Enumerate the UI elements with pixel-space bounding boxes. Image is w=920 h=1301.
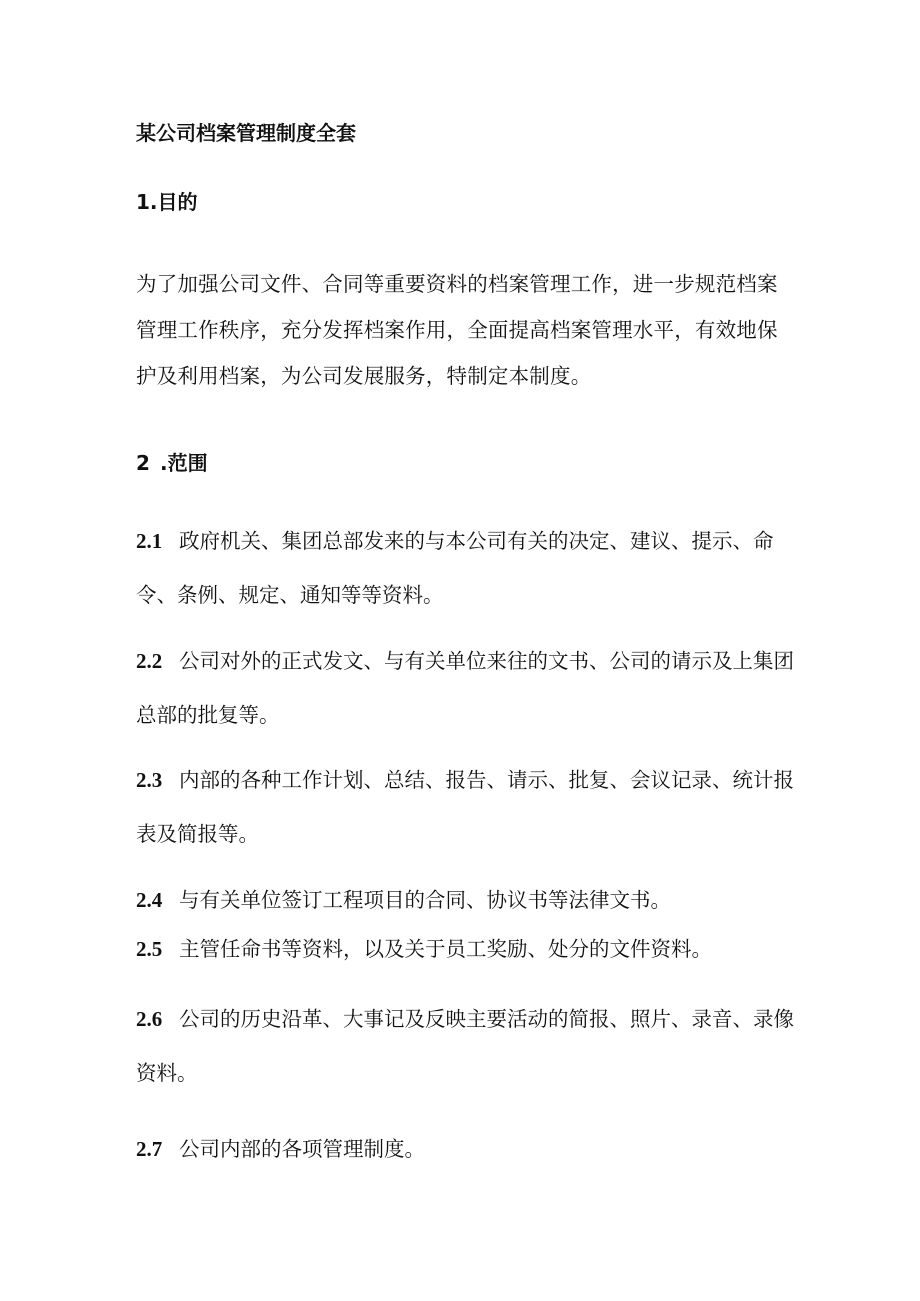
scope-item-text: 与有关单位签订工程项目的合同、协议书等法律文书。 <box>179 888 671 912</box>
scope-item <box>136 992 801 1100</box>
scope-item-text: 主管任命书等资料，以及关于员工奖励、处分的文件资料。 <box>179 937 712 961</box>
scope-item <box>136 922 801 976</box>
section-heading-scope-text: .范围 <box>160 451 208 475</box>
scope-item <box>136 873 801 927</box>
scope-item-text: 公司对外的正式发文、与有关单位来往的文书、公司的请示及上集团总部的批复等。 <box>136 649 794 727</box>
scope-item-number: 2.4 <box>136 888 163 912</box>
scope-item-number: 2.5 <box>136 937 163 961</box>
scope-item-number: 2.7 <box>136 1137 163 1161</box>
scope-item-text: 公司内部的各项管理制度。 <box>179 1137 425 1161</box>
section-heading-scope-number: 2 <box>136 451 150 475</box>
scope-item-text: 公司的历史沿革、大事记及反映主要活动的简报、照片、录音、录像资料。 <box>136 1007 794 1085</box>
scope-item <box>136 514 801 622</box>
scope-item-text: 内部的各种工作计划、总结、报告、请示、批复、会议记录、统计报表及简报等。 <box>136 768 794 846</box>
scope-item-number: 2.6 <box>136 1007 163 1031</box>
section-heading-purpose: 1.目的 <box>136 190 198 214</box>
scope-item-number: 2.1 <box>136 529 163 553</box>
scope-item-number: 2.2 <box>136 649 163 673</box>
scope-item-text: 政府机关、集团总部发来的与本公司有关的决定、建议、提示、命令、条例、规定、通知等等资料。 <box>136 529 774 607</box>
purpose-paragraph: 为了加强公司文件、合同等重要资料的档案管理工作，进一步规范档案管理工作秩序，充分发挥档案作用，全面提高档案管理水平，有效地保护及利用档案，为公司发展服务，特制定本制度。 <box>136 272 778 388</box>
scope-item-number: 2.3 <box>136 768 163 792</box>
document-title: 某公司档案管理制度全套 <box>136 121 356 145</box>
scope-item <box>136 753 801 861</box>
section-heading-scope <box>136 447 208 476</box>
scope-item <box>136 1122 801 1176</box>
scope-item <box>136 634 801 742</box>
